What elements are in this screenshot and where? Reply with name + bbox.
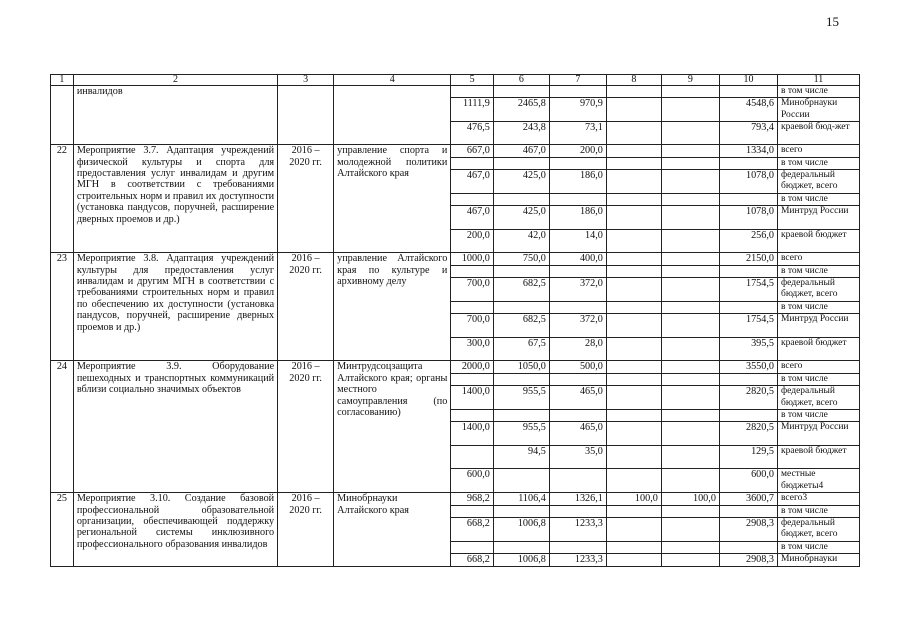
amount-cell: 35,0 [549,446,606,469]
amount-cell: 1334,0 [719,145,777,157]
amount-cell: 395,5 [719,338,777,361]
amount-cell [661,554,719,566]
amount-cell [606,446,661,469]
amount-cell: 1754,5 [719,314,777,338]
amount-cell [719,157,777,169]
funding-source: Минтруд России [777,314,859,338]
amount-cell: 2820,5 [719,386,777,410]
amount-cell [661,206,719,230]
amount-cell [661,170,719,194]
amount-cell [493,373,549,385]
amount-cell [606,554,661,566]
amount-cell: 600,0 [451,469,494,493]
amount-cell: 28,0 [549,338,606,361]
amount-cell [606,517,661,541]
amount-cell [493,301,549,313]
amount-cell [606,541,661,553]
measure-name: инвалидов [73,86,277,145]
funding-source: Минобрнауки [777,554,859,566]
amount-cell: 465,0 [549,422,606,446]
amount-cell [606,265,661,277]
amount-cell [451,409,494,421]
amount-cell: 2908,3 [719,517,777,541]
table-row [51,253,860,265]
amount-cell: 42,0 [493,230,549,253]
amount-cell [661,541,719,553]
amount-cell: 67,5 [493,338,549,361]
funding-source: Минтруд России [777,206,859,230]
page-number: 15 [826,14,839,29]
period: 2016 – 2020 гг. [278,361,334,493]
amount-cell [606,386,661,410]
funding-source: в том числе [777,193,859,205]
amount-cell [661,230,719,253]
amount-cell [719,265,777,277]
amount-cell: 129,5 [719,446,777,469]
amount-cell: 2465,8 [493,98,549,122]
amount-cell: 1754,5 [719,278,777,302]
funding-source: всего [777,145,859,157]
amount-cell [451,505,494,517]
amount-cell [606,361,661,373]
executor: управление Алтайского края по культуре и архивному делу [334,253,451,361]
amount-cell: 968,2 [451,493,494,505]
amount-cell [493,265,549,277]
amount-cell: 372,0 [549,278,606,302]
amount-cell [493,505,549,517]
amount-cell [451,265,494,277]
amount-cell: 2820,5 [719,422,777,446]
row-number: 22 [51,145,74,253]
table-row [51,145,860,157]
amount-cell [661,265,719,277]
funding-source: в том числе [777,157,859,169]
amount-cell: 465,0 [549,386,606,410]
amount-cell: 94,5 [493,446,549,469]
funding-source: краевой бюд-жет [777,122,859,145]
amount-cell [606,314,661,338]
period: 2016 – 2020 гг. [278,493,334,566]
funding-source: в том числе [777,86,859,98]
amount-cell: 1050,0 [493,361,549,373]
amount-cell: 14,0 [549,230,606,253]
funding-source: федеральный бюджет, всего [777,170,859,194]
amount-cell [661,338,719,361]
amount-cell: 3600,7 [719,493,777,505]
funding-source: краевой бюджет [777,230,859,253]
amount-cell: 2150,0 [719,253,777,265]
amount-cell [719,193,777,205]
table-row [51,493,860,505]
amount-cell [493,157,549,169]
amount-cell: 186,0 [549,170,606,194]
amount-cell [606,301,661,313]
table-row [51,361,860,373]
amount-cell: 793,4 [719,122,777,145]
column-header: 1 [51,75,74,86]
amount-cell: 300,0 [451,338,494,361]
amount-cell [493,469,549,493]
funding-source: в том числе [777,373,859,385]
amount-cell: 425,0 [493,170,549,194]
amount-cell [606,170,661,194]
amount-cell [606,422,661,446]
amount-cell: 73,1 [549,122,606,145]
amount-cell [661,86,719,98]
column-header: 3 [278,75,334,86]
amount-cell [606,253,661,265]
column-header: 11 [777,75,859,86]
amount-cell [451,301,494,313]
amount-cell: 1400,0 [451,386,494,410]
amount-cell [661,373,719,385]
funding-source: федеральный бюджет, всего [777,386,859,410]
amount-cell: 200,0 [451,230,494,253]
funding-source: Минтруд России [777,422,859,446]
amount-cell: 500,0 [549,361,606,373]
amount-cell [719,541,777,553]
amount-cell [606,230,661,253]
amount-cell: 668,2 [451,554,494,566]
column-header: 7 [549,75,606,86]
column-header: 10 [719,75,777,86]
row-number: 23 [51,253,74,361]
amount-cell [451,541,494,553]
amount-cell [549,265,606,277]
amount-cell: 467,0 [451,170,494,194]
funding-source: краевой бюджет [777,446,859,469]
executor: управление спорта и молодежной политики Алтайского края [334,145,451,253]
measure-name: Мероприятие 3.10. Создание базовой профессиональной образовательной организации, обеспечивающей поддержку региональной системы инклюзивного профессионального образования инвалидов [73,493,277,566]
amount-cell: 700,0 [451,278,494,302]
funding-source: в том числе [777,409,859,421]
amount-cell [549,157,606,169]
amount-cell [606,145,661,157]
amount-cell [451,446,494,469]
amount-cell [493,541,549,553]
amount-cell: 1400,0 [451,422,494,446]
row-number: 24 [51,361,74,493]
measure-name: Мероприятие 3.7. Адаптация учреждений физической культуры и спорта для предоставления услуг инвалидам и другим МГН в соответствии с требованиями строительных норм и правил их доступности (установка пандусов, поручней, расширение дверных проемов и др.) [73,145,277,253]
amount-cell [661,409,719,421]
amount-cell [606,373,661,385]
amount-cell [549,469,606,493]
amount-cell: 1106,4 [493,493,549,505]
amount-cell [451,373,494,385]
amount-cell [661,122,719,145]
funding-source: краевой бюджет [777,338,859,361]
amount-cell: 1233,3 [549,517,606,541]
amount-cell [661,314,719,338]
amount-cell [661,446,719,469]
amount-cell: 1078,0 [719,206,777,230]
executor: Минобрнауки Алтайского края [334,493,451,566]
amount-cell: 2908,3 [719,554,777,566]
amount-cell: 200,0 [549,145,606,157]
amount-cell [549,409,606,421]
funding-source: Минобрнауки России [777,98,859,122]
funding-source: в том числе [777,505,859,517]
amount-cell: 476,5 [451,122,494,145]
amount-cell [661,278,719,302]
column-header: 9 [661,75,719,86]
amount-cell: 2000,0 [451,361,494,373]
amount-cell [661,145,719,157]
amount-cell: 100,0 [661,493,719,505]
funding-source: всего [777,361,859,373]
amount-cell [661,98,719,122]
column-header: 4 [334,75,451,86]
period: 2016 – 2020 гг. [278,253,334,361]
executor [334,86,451,145]
amount-cell [451,193,494,205]
period [278,86,334,145]
funding-source: в том числе [777,265,859,277]
program-table [50,74,860,567]
amount-cell [661,422,719,446]
amount-cell: 955,5 [493,422,549,446]
amount-cell [606,409,661,421]
amount-cell [606,122,661,145]
amount-cell [661,193,719,205]
amount-cell: 955,5 [493,386,549,410]
amount-cell [549,541,606,553]
measure-name: Мероприятие 3.8. Адаптация учреждений культуры для предоставления услуг инвалидам и другим МГН в соответствии с требованиями строительных норм и правил по обеспечению их доступности (установка пандусов, поручней, расширение дверных проемов и др.) [73,253,277,361]
amount-cell [606,193,661,205]
funding-source: федеральный бюджет, всего [777,278,859,302]
measure-name: Мероприятие 3.9. Оборудование пешеходных и транспортных коммуникаций вблизи социально значимых объектов [73,361,277,493]
funding-source: в том числе [777,541,859,553]
amount-cell: 186,0 [549,206,606,230]
amount-cell: 682,5 [493,314,549,338]
amount-cell [661,505,719,517]
amount-cell: 400,0 [549,253,606,265]
amount-cell [451,86,494,98]
amount-cell: 100,0 [606,493,661,505]
column-header: 2 [73,75,277,86]
amount-cell: 600,0 [719,469,777,493]
amount-cell: 1078,0 [719,170,777,194]
amount-cell [549,373,606,385]
funding-source: всего3 [777,493,859,505]
amount-cell: 1326,1 [549,493,606,505]
amount-cell [606,86,661,98]
amount-cell [661,517,719,541]
header-row [51,75,860,86]
amount-cell: 467,0 [493,145,549,157]
amount-cell: 1000,0 [451,253,494,265]
column-header: 5 [451,75,494,86]
amount-cell [661,361,719,373]
amount-cell [661,386,719,410]
amount-cell [661,301,719,313]
amount-cell [719,301,777,313]
amount-cell [493,409,549,421]
amount-cell [719,86,777,98]
amount-cell [719,409,777,421]
amount-cell: 256,0 [719,230,777,253]
amount-cell [606,278,661,302]
funding-source: всего [777,253,859,265]
amount-cell: 3550,0 [719,361,777,373]
table-row [51,86,860,98]
amount-cell: 4548,6 [719,98,777,122]
amount-cell [606,98,661,122]
amount-cell [606,469,661,493]
amount-cell: 425,0 [493,206,549,230]
amount-cell: 1006,8 [493,554,549,566]
funding-source: местные бюджеты4 [777,469,859,493]
amount-cell [549,193,606,205]
amount-cell [719,505,777,517]
amount-cell: 1111,9 [451,98,494,122]
executor: Минтрудсоцзащита Алтайского края; органы местного самоуправления (по согласованию) [334,361,451,493]
amount-cell: 682,5 [493,278,549,302]
amount-cell: 372,0 [549,314,606,338]
amount-cell: 243,8 [493,122,549,145]
amount-cell [719,373,777,385]
amount-cell [549,505,606,517]
amount-cell: 467,0 [451,206,494,230]
column-header: 8 [606,75,661,86]
amount-cell [661,469,719,493]
amount-cell [451,157,494,169]
amount-cell: 668,2 [451,517,494,541]
column-header: 6 [493,75,549,86]
amount-cell [493,86,549,98]
amount-cell [493,193,549,205]
row-number: 25 [51,493,74,566]
amount-cell: 1006,8 [493,517,549,541]
amount-cell [661,253,719,265]
amount-cell: 970,9 [549,98,606,122]
amount-cell [549,86,606,98]
amount-cell [549,301,606,313]
amount-cell [661,157,719,169]
funding-source: федеральный бюджет, всего [777,517,859,541]
amount-cell [606,505,661,517]
funding-source: в том числе [777,301,859,313]
period: 2016 – 2020 гг. [278,145,334,253]
amount-cell: 750,0 [493,253,549,265]
amount-cell: 700,0 [451,314,494,338]
amount-cell [606,338,661,361]
amount-cell [606,157,661,169]
amount-cell [606,206,661,230]
row-number [51,86,74,145]
amount-cell: 667,0 [451,145,494,157]
amount-cell: 1233,3 [549,554,606,566]
